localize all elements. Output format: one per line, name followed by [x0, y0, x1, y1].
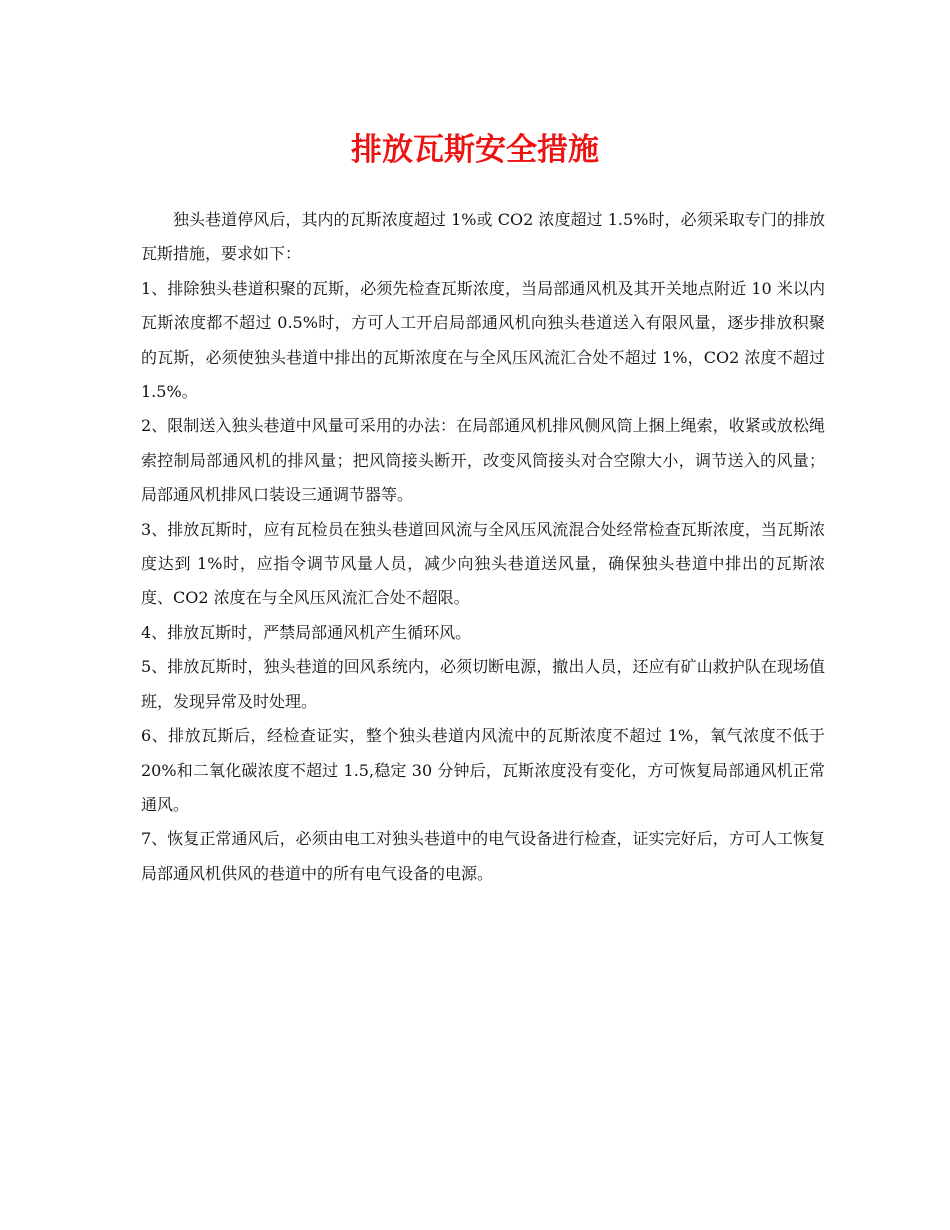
document-title: 排放瓦斯安全措施 [351, 132, 599, 168]
list-item-6: 6、排放瓦斯后，经检查证实，整个独头巷道内风流中的瓦斯浓度不超过 1%，氧气浓度不低于 20%和二氧化碳浓度不超过 1.5,稳定 30 分钟后，瓦斯浓度没有变化，方可恢复局部通风机正常通风。 [141, 726, 825, 814]
document-body [141, 203, 825, 891]
list-item-5: 5、排放瓦斯时，独头巷道的回风系统内，必须切断电源，撤出人员，还应有矿山救护队在现场值班，发现异常及时处理。 [141, 657, 825, 711]
list-item-7: 7、恢复正常通风后，必须由电工对独头巷道中的电气设备进行检查，证实完好后，方可人工恢复局部通风机供风的巷道中的所有电气设备的电源。 [141, 829, 825, 883]
list-item-3: 3、排放瓦斯时，应有瓦检员在独头巷道回风流与全风压风流混合处经常检查瓦斯浓度，当瓦斯浓度达到 1%时，应指令调节风量人员，减少向独头巷道送风量，确保独头巷道中排出的瓦斯浓度、CO2 浓度在与全风压风流汇合处不超限。 [141, 519, 825, 608]
list-item-4: 4、排放瓦斯时，严禁局部通风机产生循环风。 [141, 622, 472, 642]
intro-paragraph: 独头巷道停风后，其内的瓦斯浓度超过 1%或 CO2 浓度超过 1.5%时，必须采取专门的排放瓦斯措施，要求如下： [141, 210, 825, 264]
list-item-1: 1、排除独头巷道积聚的瓦斯，必须先检查瓦斯浓度，当局部通风机及其开关地点附近 10 米以内瓦斯浓度都不超过 0.5%时，方可人工开启局部通风机向独头巷道送入有限风量，逐步排放积聚的瓦斯，必须使独头巷道中排出的瓦斯浓度在与全风压风流汇合处不超过 1%，CO2 浓度不超过 1.5%。 [141, 278, 825, 402]
list-item-2: 2、限制送入独头巷道中风量可采用的办法：在局部通风机排风侧风筒上捆上绳索，收紧或放松绳索控制局部通风机的排风量；把风筒接头断开，改变风筒接头对合空隙大小，调节送入的风量；局部通风机排风口装设三通调节器等。 [141, 416, 825, 505]
